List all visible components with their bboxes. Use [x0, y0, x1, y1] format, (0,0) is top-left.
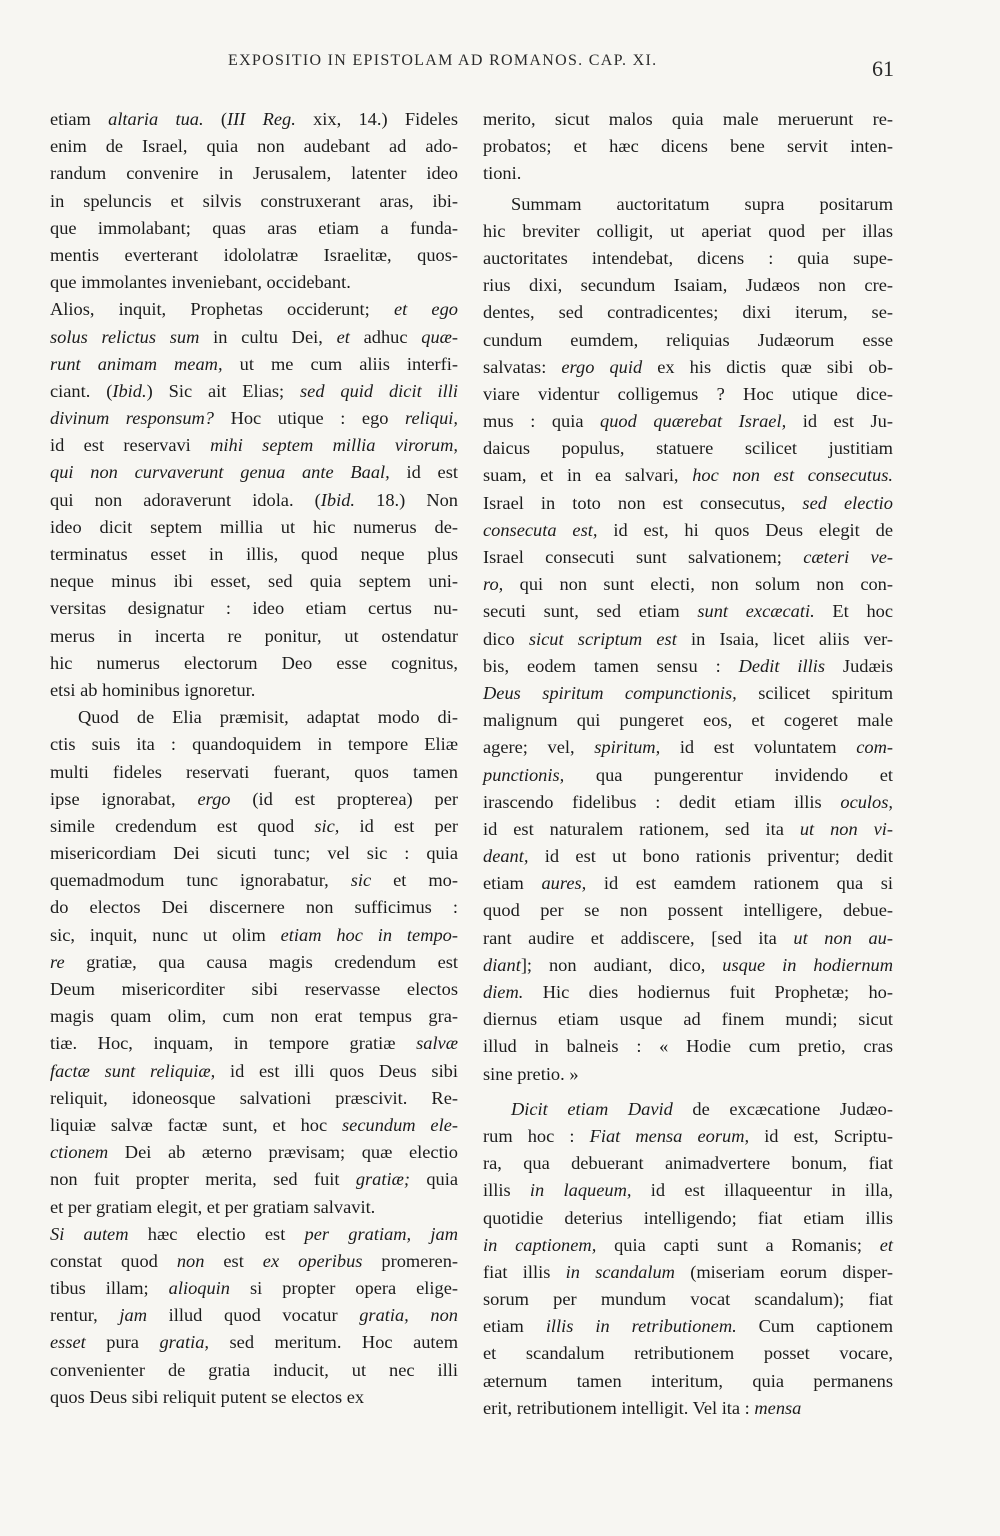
text-line — [50, 922, 458, 949]
text-line — [483, 734, 893, 761]
text-run: id est naturalem rationem, sed ita — [483, 818, 800, 839]
text-run: agere; vel, — [483, 737, 595, 758]
italic-text: et ego — [393, 299, 458, 320]
text-line — [50, 677, 458, 704]
text-line — [483, 762, 893, 789]
italic-text: ergo quid — [561, 356, 643, 377]
text-line — [483, 897, 893, 924]
text-run: id est ut bono rationis priventur; dedit — [528, 846, 893, 867]
text-run: rum hoc : — [483, 1125, 590, 1146]
text-run: bis, eodem tamen sensu : — [483, 655, 739, 676]
text-run: Hoc utique : ego — [214, 408, 406, 429]
text-run: dico — [483, 628, 529, 649]
text-run: rentur, — [50, 1305, 120, 1326]
text-line — [483, 381, 893, 408]
text-run: ex his dictis quæ sibi ob- — [642, 356, 893, 377]
text-run: hæc electio est — [128, 1223, 305, 1244]
italic-text: altaria tua. — [108, 109, 204, 129]
italic-text: ut non au- — [793, 927, 893, 948]
text-run: ut me cum aliis interfi- — [222, 353, 458, 374]
text-run: secuti sunt, sed etiam — [483, 601, 698, 622]
text-run: versitas designatur : ideo etiam certus nu- — [50, 598, 458, 619]
text-run: quia — [410, 1169, 458, 1190]
text-line — [50, 894, 458, 921]
text-run: quod per se non possent intelligere, debue- — [483, 900, 893, 921]
italic-text: gratia, — [159, 1332, 209, 1353]
text-line — [50, 459, 458, 486]
text-run: scilicet spiritum — [736, 682, 893, 703]
text-line — [50, 188, 458, 215]
text-line — [483, 1395, 893, 1422]
text-line — [483, 816, 893, 843]
italic-text: hoc non est consecutus. — [692, 465, 893, 486]
text-run: etiam — [483, 873, 542, 894]
text-line — [483, 1006, 893, 1033]
italic-text: ex operibus — [262, 1250, 363, 1271]
text-line — [483, 544, 893, 571]
text-line — [483, 106, 893, 133]
text-line — [483, 653, 893, 680]
text-line — [50, 1275, 458, 1302]
text-run: et mo- — [371, 870, 459, 891]
text-line — [483, 598, 893, 625]
italic-text: divinum responsum? — [50, 408, 215, 429]
text-run: in cultu Dei, — [199, 326, 337, 347]
text-line — [50, 1003, 458, 1030]
text-run: sic, inquit, nunc ut olim — [50, 924, 281, 945]
text-run: reliquit, idoneosque salvationi præscivit. Re- — [50, 1087, 458, 1108]
text-run: mentis everterant idololatræ Israelitæ, quos- — [50, 244, 458, 265]
text-run: qua pungerentur invidendo et — [564, 764, 893, 785]
page-header — [0, 52, 1000, 92]
italic-text: esset — [50, 1332, 86, 1353]
text-line — [483, 1259, 893, 1286]
text-run: dentes, sed contradicentes; dixi iterum, se- — [483, 302, 893, 323]
text-run: id est, Scriptu- — [749, 1125, 893, 1146]
italic-text: secundum ele- — [342, 1114, 458, 1135]
text-run: illis — [483, 1180, 530, 1201]
text-line — [50, 1194, 458, 1221]
text-run: viare videntur colligemus ? Hoc utique dice- — [483, 383, 893, 404]
text-run: xix, 14.) Fideles — [295, 109, 458, 129]
text-run: erit, retributionem intelligit. Vel ita : — [483, 1397, 755, 1418]
text-run: rius dixi, secundum Isaiam, Judæos non cre- — [483, 275, 893, 296]
text-line — [483, 925, 893, 952]
text-line — [50, 1112, 458, 1139]
italic-text: alioquin — [168, 1278, 230, 1299]
page-number: 61 — [872, 56, 894, 81]
text-line — [50, 595, 458, 622]
text-run: daicus populus, statuere scilicet justitiam — [483, 438, 893, 459]
italic-text: jam — [119, 1305, 148, 1326]
text-run: probatos; et hæc dicens bene servit inten- — [483, 136, 893, 157]
text-line — [483, 979, 893, 1006]
text-line — [483, 408, 893, 435]
text-run: neque minus ibi esset, sed quia septem uni- — [50, 571, 458, 592]
text-run: multi fideles reservati fuerant, quos tamen — [50, 761, 458, 782]
text-run: id est Ju- — [786, 411, 893, 432]
text-run: ra, qua debuerant animadvertere bonum, fiat — [483, 1153, 893, 1174]
italic-text: in laqueum, — [529, 1180, 632, 1201]
text-line — [483, 490, 893, 517]
text-run: terminatus esset in illis, quod neque plus — [50, 544, 458, 564]
text-line — [483, 1340, 893, 1367]
italic-text: Ibid. — [320, 489, 356, 510]
text-line — [483, 191, 893, 218]
text-run: sed meritum. Hoc autem — [209, 1332, 459, 1353]
italic-text: sic, — [314, 815, 340, 836]
text-line — [50, 949, 458, 976]
italic-text: usque in hodiernum — [722, 954, 894, 975]
text-run: illud quod vocatur — [147, 1305, 360, 1326]
text-line — [483, 1150, 893, 1177]
italic-text: III Reg. — [226, 109, 296, 129]
italic-text: sic — [350, 870, 372, 891]
text-line — [50, 650, 458, 677]
text-line — [50, 351, 458, 378]
text-run: diernus etiam usque ad finem mundi; sicut — [483, 1009, 893, 1030]
italic-text: in scandalum — [565, 1261, 675, 1282]
text-run: cundum eumdem, reliquias Judæorum esse — [483, 329, 893, 350]
text-run: qui non adoraverunt idola. ( — [50, 489, 321, 510]
text-run: misericordiam Dei sicuti tunc; vel sic : quia — [50, 843, 458, 864]
text-line — [50, 269, 458, 296]
italic-text: quod quærebat Israel, — [600, 411, 787, 432]
text-run: (id est propterea) per — [230, 788, 458, 809]
text-line — [483, 952, 893, 979]
italic-text: mihi septem millia virorum, — [210, 435, 458, 456]
text-line — [50, 133, 458, 160]
text-run: tiæ. Hoc, inquam, in tempore gratiæ — [50, 1033, 417, 1054]
text-line — [483, 245, 893, 272]
italic-text: diant — [483, 954, 521, 975]
text-line — [50, 759, 458, 786]
text-run: suam, et in ea salvari, — [483, 465, 693, 486]
text-run: rant audire et addiscere, [sed ita — [483, 927, 794, 948]
italic-text: factæ sunt reliquiæ, — [50, 1060, 216, 1081]
text-run: etiam — [483, 1316, 546, 1337]
text-run: ciant. ( — [50, 380, 113, 401]
text-run: promeren- — [362, 1250, 459, 1271]
text-line — [50, 623, 458, 650]
italic-text: sed electio — [802, 492, 893, 513]
text-line — [483, 571, 893, 598]
italic-text: solus relictus sum — [50, 326, 200, 347]
text-run: id est reservavi — [50, 435, 211, 456]
text-line — [50, 378, 458, 405]
italic-text: sunt excæcati. — [697, 601, 815, 622]
right-text-column — [483, 106, 893, 1422]
text-line — [50, 160, 458, 187]
text-run: hic numerus electorum Deo esse cognitus, — [50, 652, 458, 673]
italic-text: salvæ — [416, 1033, 458, 1054]
text-line — [50, 976, 458, 1003]
text-run: ipse ignorabat, — [50, 788, 198, 809]
text-run: convenienter de gratia inducit, ut nec illi — [50, 1359, 458, 1380]
text-line — [50, 1384, 458, 1411]
italic-text: et — [336, 326, 350, 347]
text-run: etiam — [50, 109, 109, 129]
text-line — [483, 707, 893, 734]
italic-text: reliqui, — [405, 408, 458, 429]
italic-text: Dedit illis — [738, 655, 825, 676]
text-line — [483, 870, 893, 897]
text-run: sine pretio. » — [483, 1063, 579, 1084]
text-line — [483, 462, 893, 489]
text-run: Alios, inquit, Prophetas occiderunt; — [50, 299, 394, 320]
text-line — [50, 1221, 458, 1248]
text-line — [50, 1166, 458, 1193]
text-line — [50, 324, 458, 351]
text-run: liquiæ salvæ factæ sunt, et hoc — [50, 1114, 343, 1135]
running-title: EXPOSITIO IN EPISTOLAM AD ROMANOS. CAP. XI. — [228, 52, 658, 69]
italic-text: in captionem, — [483, 1234, 597, 1255]
text-run: est — [204, 1250, 263, 1271]
text-run: Cum captionem — [736, 1316, 893, 1337]
text-line — [50, 867, 458, 894]
text-line — [50, 405, 458, 432]
italic-text: com- — [856, 737, 893, 758]
text-run: constat quod — [50, 1250, 177, 1271]
italic-text: qui non curvaverunt genua ante Baal, — [50, 462, 390, 483]
italic-text: ctionem — [50, 1142, 109, 1163]
text-run: ctis suis ita : quandoquidem in tempore Eliæ — [50, 734, 458, 755]
text-run: etsi ab hominibus ignoretur. — [50, 679, 256, 700]
text-line — [483, 354, 893, 381]
text-run: malignum qui pungeret eos, et cogeret male — [483, 710, 893, 731]
text-run: auctoritates intendebat, dicens : quia supe- — [483, 247, 893, 268]
text-line — [483, 133, 893, 160]
italic-text: cæteri ve- — [803, 547, 893, 567]
text-run: mus : quia — [483, 411, 601, 432]
text-run: de excæcatione Judæo- — [672, 1098, 893, 1119]
text-run: fiat illis — [483, 1261, 566, 1282]
text-run: illud in balneis : « Hodie cum pretio, cras — [483, 1036, 893, 1057]
text-run: sorum per mundum vocat scandalum); fiat — [483, 1289, 893, 1310]
text-line — [50, 432, 458, 459]
text-run: pura — [85, 1332, 160, 1353]
italic-text: quæ- — [421, 326, 459, 347]
italic-text: oculos, — [840, 791, 893, 812]
text-run: gratiæ, qua causa magis credendum est — [64, 951, 458, 972]
italic-text: Ibid. — [112, 380, 147, 401]
text-line — [483, 843, 893, 870]
italic-text: ergo — [197, 788, 231, 809]
text-line — [483, 435, 893, 462]
text-run: merus in incerta re ponitur, ut ostendatur — [50, 625, 458, 646]
text-line — [483, 1177, 893, 1204]
text-run: ) Sic ait Elias; — [146, 380, 301, 401]
text-line — [50, 1030, 458, 1057]
text-run: quemadmodum tunc ignorabatur, — [50, 870, 351, 891]
italic-text: Deus spiritum compunctionis, — [483, 682, 737, 703]
text-run: que immolabant; quas aras etiam a funda- — [50, 217, 458, 238]
text-line — [50, 568, 458, 595]
text-line — [50, 106, 458, 133]
text-run: hic breviter colligit, ut aperiat quod per illas — [483, 220, 893, 241]
text-run: ( — [203, 109, 227, 129]
text-run: Dei ab æterno prævisam; quæ electio — [108, 1142, 458, 1163]
text-run: Hic dies hodiernus fuit Prophetæ; ho- — [523, 982, 893, 1002]
text-line — [483, 299, 893, 326]
italic-text: spiritum, — [594, 737, 661, 758]
text-run: id est illaqueentur in illa, — [631, 1180, 894, 1201]
text-line — [483, 1368, 893, 1395]
text-run: quotidie deterius intelligendo; fiat etiam illis — [483, 1207, 893, 1228]
text-line — [50, 1248, 458, 1275]
text-line — [50, 1302, 458, 1329]
text-run: id est illi quos Deus sibi — [215, 1060, 458, 1081]
italic-text: et — [879, 1234, 893, 1255]
text-run: id est eamdem rationem qua si — [586, 873, 894, 894]
italic-text: Dicit etiam David — [511, 1098, 673, 1119]
text-run: tibus illam; — [50, 1278, 169, 1299]
text-run: adhuc — [349, 326, 422, 347]
italic-text: consecuta est, — [483, 519, 598, 540]
text-line — [50, 1139, 458, 1166]
text-line — [50, 1058, 458, 1085]
text-run: quos Deus sibi reliquit putent se electos ex — [50, 1386, 365, 1407]
text-run: id est — [389, 462, 458, 483]
italic-text: punctionis, — [483, 764, 565, 785]
text-run: id est voluntatem — [660, 737, 857, 758]
text-line — [50, 840, 458, 867]
text-line — [483, 1205, 893, 1232]
text-run: magis quam olim, cum non erat tempus gra- — [50, 1006, 458, 1027]
italic-text: diem. — [483, 982, 524, 1002]
text-run: tioni. — [483, 163, 522, 184]
italic-text: ro, — [483, 574, 504, 595]
text-line — [483, 1096, 893, 1123]
italic-text: sed quid dicit illi — [300, 380, 458, 401]
text-line — [50, 786, 458, 813]
text-line — [483, 327, 893, 354]
italic-text: deant, — [483, 846, 529, 867]
text-run: Deum misericorditer sibi reservasse electos — [50, 979, 458, 999]
italic-text: ut non vi- — [799, 818, 893, 839]
text-run: randum convenire in Jerusalem, latenter ideo — [50, 163, 458, 184]
text-run: salvatas: — [483, 356, 562, 377]
text-line — [483, 272, 893, 299]
text-run: Israel consecuti sunt salvationem; — [483, 547, 804, 567]
italic-text: runt animam meam, — [50, 353, 223, 374]
text-line — [483, 1232, 893, 1259]
italic-text: re — [50, 951, 65, 972]
text-line — [483, 1061, 893, 1088]
text-run: id est, hi quos Deus elegit de — [597, 519, 893, 540]
text-line — [483, 626, 893, 653]
text-run: merito, sicut malos quia male meruerunt re- — [483, 109, 893, 129]
text-run: enim de Israel, quia non audebant ad ado- — [50, 136, 458, 157]
italic-text: per gratiam, jam — [304, 1223, 458, 1244]
left-text-column — [50, 106, 458, 1411]
text-line — [50, 541, 458, 568]
text-run: id est per — [339, 815, 458, 836]
text-line — [483, 1286, 893, 1313]
text-run: que immolantes inveniebant, occidebant. — [50, 272, 351, 293]
italic-text: non — [176, 1250, 205, 1271]
italic-text: illis in retributionem. — [545, 1316, 737, 1337]
text-run: ]; non audiant, dico, — [520, 954, 723, 975]
italic-text: gratiæ; — [355, 1169, 410, 1190]
text-run: et scandalum retributionem posset vocare, — [483, 1343, 893, 1364]
text-line — [50, 296, 458, 323]
text-line — [50, 1329, 458, 1356]
text-line — [50, 514, 458, 541]
text-run: (miseriam eorum disper- — [674, 1261, 894, 1282]
text-line — [483, 160, 893, 187]
text-run: Et hoc — [814, 601, 894, 622]
text-run: si propter opera elige- — [229, 1278, 458, 1299]
text-run: Judæis — [824, 655, 893, 676]
text-line — [483, 517, 893, 544]
text-run: non fuit propter merita, sed fuit — [50, 1169, 356, 1190]
text-line — [483, 218, 893, 245]
text-run: quia capti sunt a Romanis; — [596, 1234, 880, 1255]
text-line — [483, 1033, 893, 1060]
text-line — [50, 813, 458, 840]
text-line — [50, 487, 458, 514]
text-run: ideo dicit septem millia ut hic numerus de- — [50, 516, 458, 537]
text-line — [50, 704, 458, 731]
italic-text: sicut scriptum est — [528, 628, 677, 649]
text-run: irascendo fidelibus : dedit etiam illis — [483, 791, 841, 812]
text-run: 18.) Non — [355, 489, 459, 510]
text-run: qui non sunt electi, non solum non con- — [503, 574, 893, 595]
text-run: Israel in toto non est consecutus, — [483, 492, 803, 513]
text-line — [50, 1085, 458, 1112]
text-line — [50, 215, 458, 242]
text-run: æternum tamen interitum, quia permanens — [483, 1370, 893, 1391]
text-run: do electos Dei discernere non sufficimus : — [50, 897, 458, 918]
text-run: Quod de Elia præmisit, adaptat modo di- — [78, 707, 458, 728]
text-line — [483, 1123, 893, 1150]
text-run: in Isaia, licet aliis ver- — [676, 628, 893, 649]
text-line — [483, 680, 893, 707]
text-run: in speluncis et silvis construxerant aras, ibi- — [50, 190, 458, 211]
text-line — [483, 789, 893, 816]
text-line — [50, 1357, 458, 1384]
text-line — [50, 242, 458, 269]
text-run: et per gratiam elegit, et per gratiam salvavit. — [50, 1196, 376, 1217]
text-run: Summam auctoritatum supra positarum — [511, 193, 893, 214]
text-line — [483, 1313, 893, 1340]
italic-text: mensa — [754, 1397, 802, 1418]
italic-text: Si autem — [50, 1223, 129, 1244]
italic-text: Fiat mensa eorum, — [589, 1125, 750, 1146]
text-line — [50, 731, 458, 758]
italic-text: gratia, non — [359, 1305, 459, 1326]
italic-text: aures, — [541, 873, 587, 894]
italic-text: etiam hoc in tempo- — [280, 924, 458, 945]
text-run: simile credendum est quod — [50, 815, 315, 836]
